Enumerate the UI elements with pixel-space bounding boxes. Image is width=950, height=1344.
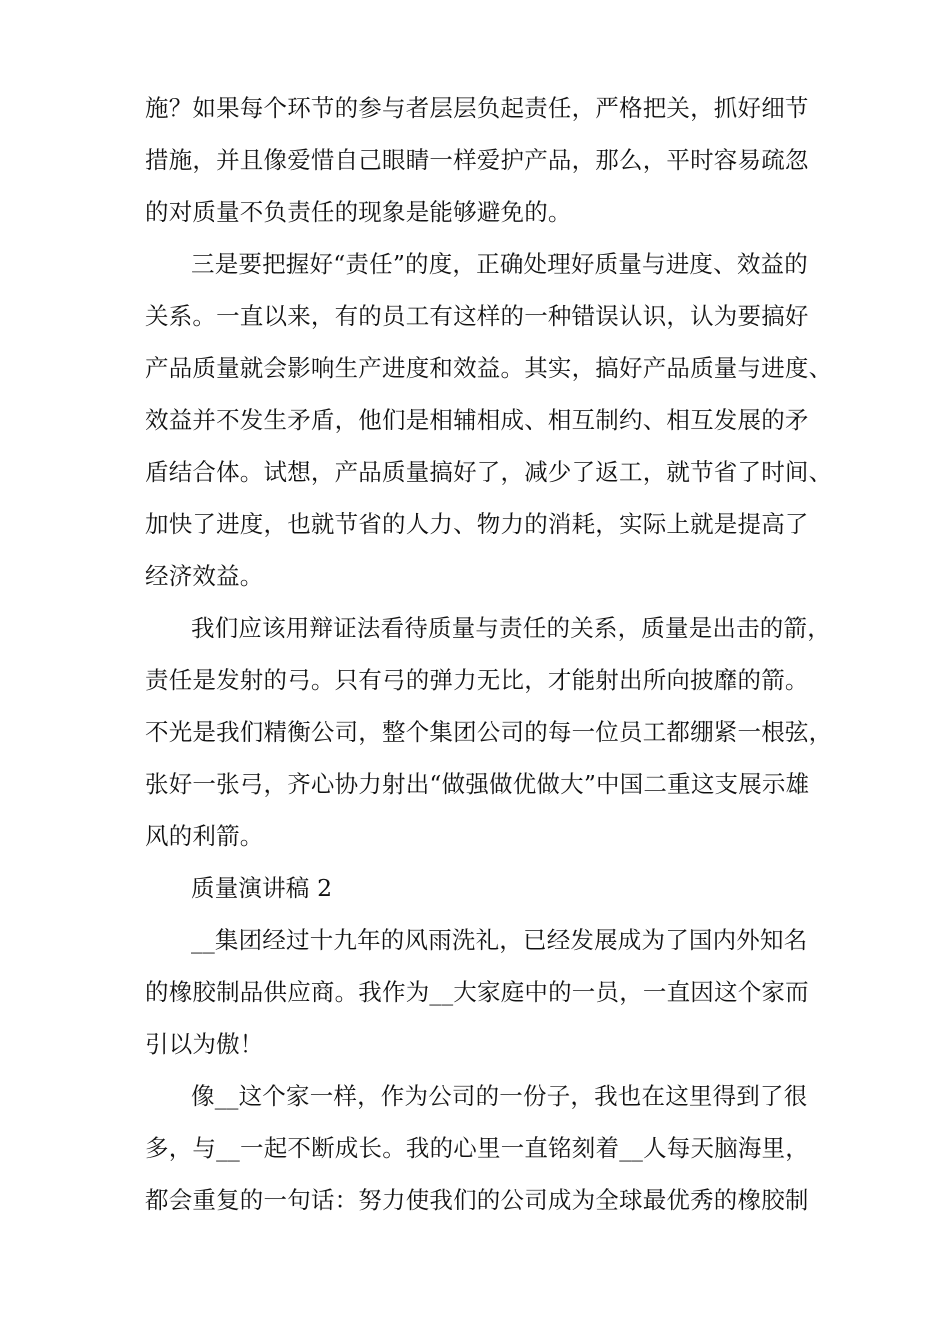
text-line: 施？如果每个环节的参与者层层负起责任，严格把关，抓好细节 [145,94,809,122]
text-line: 都会重复的一句话：努力使我们的公司成为全球最优秀的橡胶制 [145,1186,809,1214]
text-line: 风的利箭。 [145,822,264,850]
text-line: 我们应该用辩证法看待质量与责任的关系，质量是出击的箭， [191,614,831,642]
section-title: 质量演讲稿 2 [191,874,333,902]
text-line: 产品质量就会影响生产进度和效益。其实，搞好产品质量与进度、 [145,354,833,382]
text-line: 不光是我们精衡公司，整个集团公司的每一位员工都绷紧一根弦， [145,718,833,746]
text-line: 三是要把握好“责任”的度，正确处理好质量与进度、效益的 [191,250,808,278]
text-line: 的橡胶制品供应商。我作为__大家庭中的一员，一直因这个家而 [145,978,809,1006]
text-line: __集团经过十九年的风雨洗礼，已经发展成为了国内外知名 [191,926,808,954]
text-line: 效益并不发生矛盾，他们是相辅相成、相互制约、相互发展的矛 [145,406,809,434]
text-line: 张好一张弓，齐心协力射出“做强做优做大”中国二重这支展示雄 [145,770,810,798]
text-line: 措施，并且像爱惜自己眼睛一样爱护产品，那么，平时容易疏忽 [145,146,809,174]
text-line: 关系。一直以来，有的员工有这样的一种错误认识，认为要搞好 [145,302,809,330]
text-line: 盾结合体。试想，产品质量搞好了，减少了返工，就节省了时间、 [145,458,833,486]
text-line: 责任是发射的弓。只有弓的弹力无比，才能射出所向披靡的箭。 [145,666,809,694]
text-line: 加快了进度，也就节省的人力、物力的消耗，实际上就是提高了 [145,510,809,538]
text-line: 像__这个家一样，作为公司的一份子，我也在这里得到了很 [191,1082,808,1110]
text-line: 经济效益。 [145,562,264,590]
text-line: 的对质量不负责任的现象是能够避免的。 [145,198,572,226]
text-line: 引以为傲！ [145,1030,264,1058]
text-line: 多，与__一起不断成长。我的心里一直铭刻着__人每天脑海里， [145,1134,809,1162]
